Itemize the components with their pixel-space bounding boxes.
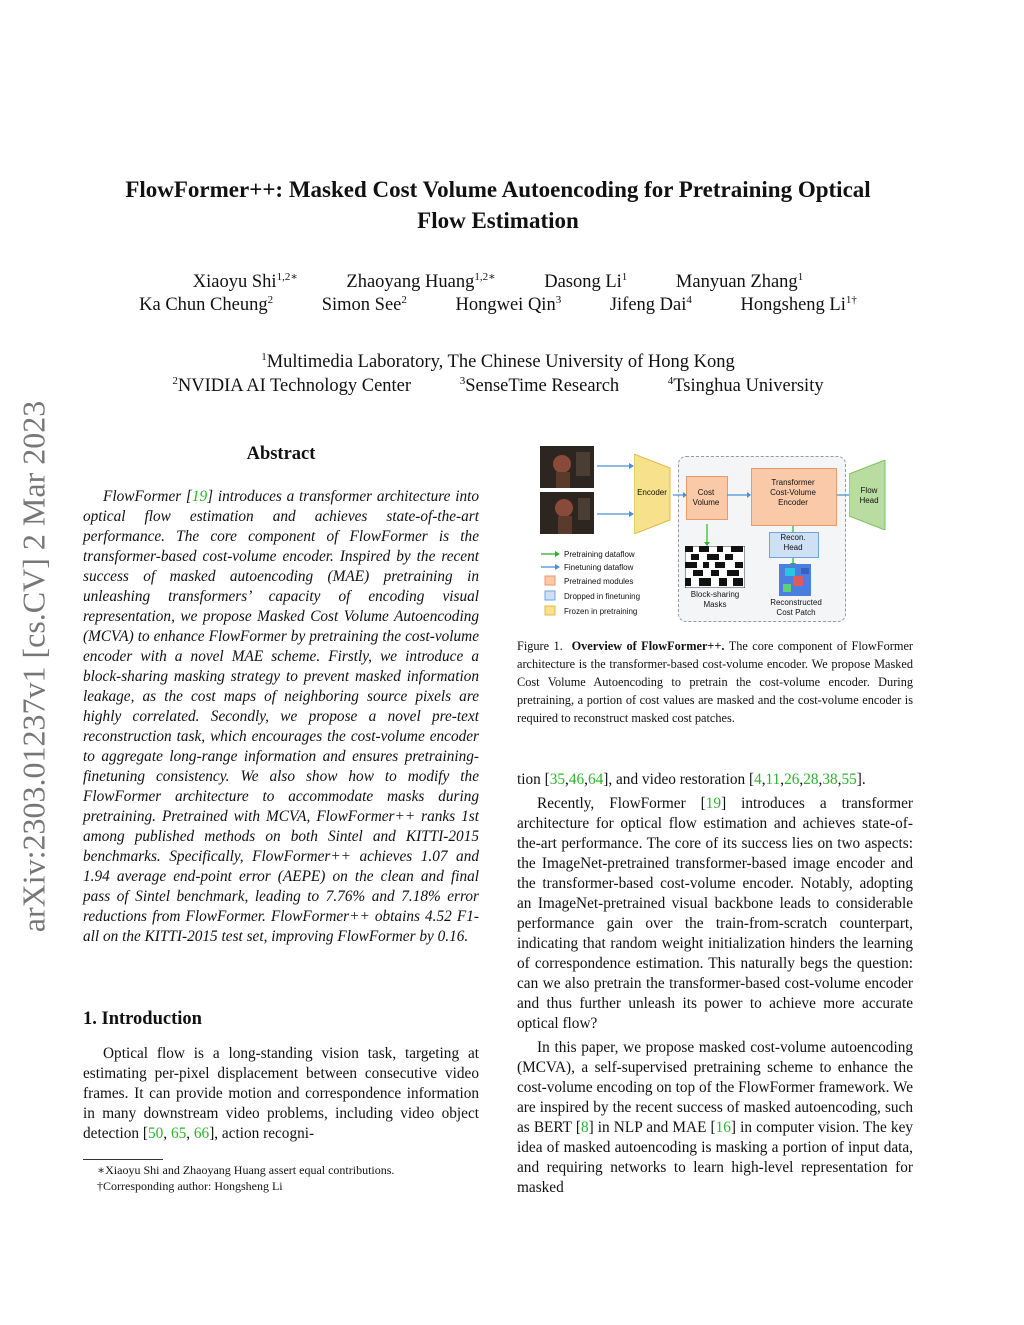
citation-link[interactable]: 4 <box>754 771 762 788</box>
citation-link[interactable]: 26 <box>784 771 800 788</box>
section-heading-introduction: 1. Introduction <box>83 1009 202 1029</box>
citation-link[interactable]: 66 <box>193 1125 210 1142</box>
affiliation: $^2$NVIDIA AI Technology Center <box>172 375 412 397</box>
reconstructed-cost-patch-label: Reconstructed Cost Patch <box>770 598 822 617</box>
author: Jifeng Dai$^4$ <box>609 294 692 316</box>
citation-link[interactable]: 50 <box>147 1125 164 1142</box>
legend-pretrained-modules: Pretrained modules <box>564 577 634 586</box>
citation-link[interactable]: 11 <box>765 771 781 788</box>
author: Hongsheng $Li^{1\dagger}$ <box>740 294 857 316</box>
paper-title <box>60 174 936 236</box>
title-line-1: FlowFormer++: Masked Cost Volume Autoencoding for Pretraining Optical <box>125 177 871 202</box>
legend-swatches <box>540 550 562 620</box>
affiliations-row-2 <box>60 375 936 397</box>
abstract-body: FlowFormer [19] introduces a transformer architecture into optical flow estimation and achieves state-of-the-art performance. The core component of FlowFormer is the transformer-based cost-volume encoder. Inspired by the recent success of masked autoencoding (MAE) pretraining in unleashing transformers’ capacity of encoding visual representation, we propose Masked Cost Volume Autoencoding (MCVA) to enhance FlowFormer by pretraining the cost-volume encoder with a novel MAE scheme. Firstly, we introduce a block-sharing masking strategy to prevent masked information leakage, as the cost maps of neighboring source pixels are highly correlated. Secondly, we propose a novel pre-text reconstruction task, which encourages the cost-volume encoder to aggregate long-range information and ensures pretraining-finetuning consistency. We also show how to modify the FlowFormer architecture to accommodate masks during pretraining. Pretrained with MCVA, FlowFormer++ ranks 1st among published methods on both Sintel and KITTI-2015 benchmarks. Specifically, FlowFormer++ achieves 1.07 and 1.94 average end-point error (AEPE) on the clean and final pass of Sintel benchmark, leading to 7.76% and 7.18% error reductions from FlowFormer. FlowFormer++ obtains 4.52 F1-all on the KITTI-2015 test set, improving FlowFormer by 0.16. <box>83 488 479 945</box>
authors-row-1 <box>60 270 936 293</box>
cost-volume-label: Cost Volume <box>692 488 720 507</box>
arxiv-sidebar <box>6 360 66 960</box>
footnote-equal-contribution: ∗Xiaoyu Shi and Zhaoyang Huang assert equal contributions. <box>97 1163 395 1177</box>
author: Xiaoyu Shi$^{1,2∗}$ <box>192 271 298 293</box>
right-column-body: tion [35,46,64], and video restoration [4,11,26,28,38,55]. Recently, FlowFormer [19] introduces a transformer architecture for optical flow estimation and achieves state-of-the-art performance. The core of its success lies on two aspects: the ImageNet-pretrained transformer-based image encoder and the transformer-based cost-volume encoder. Notably, adopting an ImageNet-pretrained visual backbone leads to considerable performance gain over the train-from-scratch counterpart, indicating that random weight initialization hinders the learning of correspondence estimation. This naturally begs the question: can we also pretrain the transformer-based cost-volume encoder and thus further unleash its power to achieve more accurate optical flow? In this paper, we propose masked cost-volume autoencoding (MCVA), a self-supervised pretraining scheme to enhance the cost-volume encoding on top of the FlowFormer framework. We are inspired by the recent success of masked autoencoding, such as BERT [8] in NLP and MAE [16] in computer vision. The key idea of masked autoencoding is masking a portion of input data, and requiring networks to learn high-level representation for masked <box>517 771 914 1196</box>
affiliation: $^1$Multimedia Laboratory, The Chinese University of Hong Kong <box>261 351 735 373</box>
legend-dropped-in-finetuning: Dropped in finetuning <box>564 592 641 601</box>
citation-link[interactable]: 46 <box>568 771 585 788</box>
author: Hongwei Qin$^3$ <box>455 294 562 316</box>
citation-link[interactable]: 64 <box>587 771 604 788</box>
authors-row-2 <box>60 294 936 316</box>
citation-link[interactable]: 8 <box>580 1119 589 1136</box>
citation-link[interactable]: 28 <box>803 771 819 788</box>
author: Dasong Li$^1$ <box>544 271 628 293</box>
citation-link[interactable]: 35 <box>549 771 566 788</box>
intro-body: Optical flow is a long-standing vision task, targeting at estimating per-pixel displacement between consecutive video frames. It can provide motion and correspondence information in many downstream video problems, including video object detection [50, 65, 66], action recogni- <box>83 1045 479 1142</box>
footnote-corresponding-author: †Corresponding author: Hongsheng Li <box>97 1179 283 1193</box>
block-sharing-masks-image <box>685 546 745 588</box>
block-sharing-masks-label: Block-sharing Masks <box>690 590 740 609</box>
recon-head-label: Recon. Head <box>780 533 806 552</box>
citation-link[interactable]: 19 <box>191 488 208 505</box>
reconstructed-cost-patch-image <box>779 564 811 596</box>
citation-link[interactable]: 38 <box>822 771 838 788</box>
author: Simon See$^2$ <box>321 294 407 316</box>
author: Ka Chun Cheung$^2$ <box>139 294 274 316</box>
abstract-heading: Abstract <box>246 444 316 464</box>
footnote-rule <box>83 1159 163 1160</box>
footnotes <box>97 1162 477 1194</box>
figure-1-caption: Figure 1. Overview of FlowFormer++. The core component of FlowFormer architecture is the transformer-based cost-volume encoder. We propose Masked Cost Volume Autoencoding to pretrain the cost-volume encoder. During pretraining, a portion of cost values are masked and the cost-volume encoder is required to reconstruct masked cost patches. <box>517 639 914 725</box>
affiliation: $^4$Tsinghua University <box>667 375 824 397</box>
input-frames-image <box>540 446 594 534</box>
author: Manyuan Zhang$^1$ <box>675 271 804 293</box>
citation-link[interactable]: 19 <box>705 795 722 812</box>
legend-finetuning-dataflow: Finetuning dataflow <box>564 563 634 572</box>
citation-link[interactable]: 55 <box>841 771 857 788</box>
encoder-label: Encoder <box>637 488 667 497</box>
legend-frozen-in-pretraining: Frozen in pretraining <box>564 607 638 616</box>
flow-head-label: Flow Head <box>859 486 879 505</box>
figure-1 <box>537 446 907 624</box>
title-line-2: Flow Estimation <box>417 208 579 233</box>
citation-link[interactable]: 16 <box>715 1119 731 1136</box>
transformer-encoder-label: Transformer Cost-Volume Encoder <box>770 478 816 507</box>
author: Zhaoyang Huang$^{1,2∗}$ <box>346 271 496 293</box>
affiliations-row-1 <box>60 351 936 373</box>
frame-arrows <box>595 446 635 536</box>
citation-link[interactable]: 65 <box>170 1125 187 1142</box>
arxiv-id: arXiv:2303.01237v1 [cs.CV] 2 Mar 2023 <box>15 400 52 933</box>
affiliation: $^3$SenseTime Research <box>459 375 620 397</box>
legend-pretraining-dataflow: Pretraining dataflow <box>564 550 635 559</box>
